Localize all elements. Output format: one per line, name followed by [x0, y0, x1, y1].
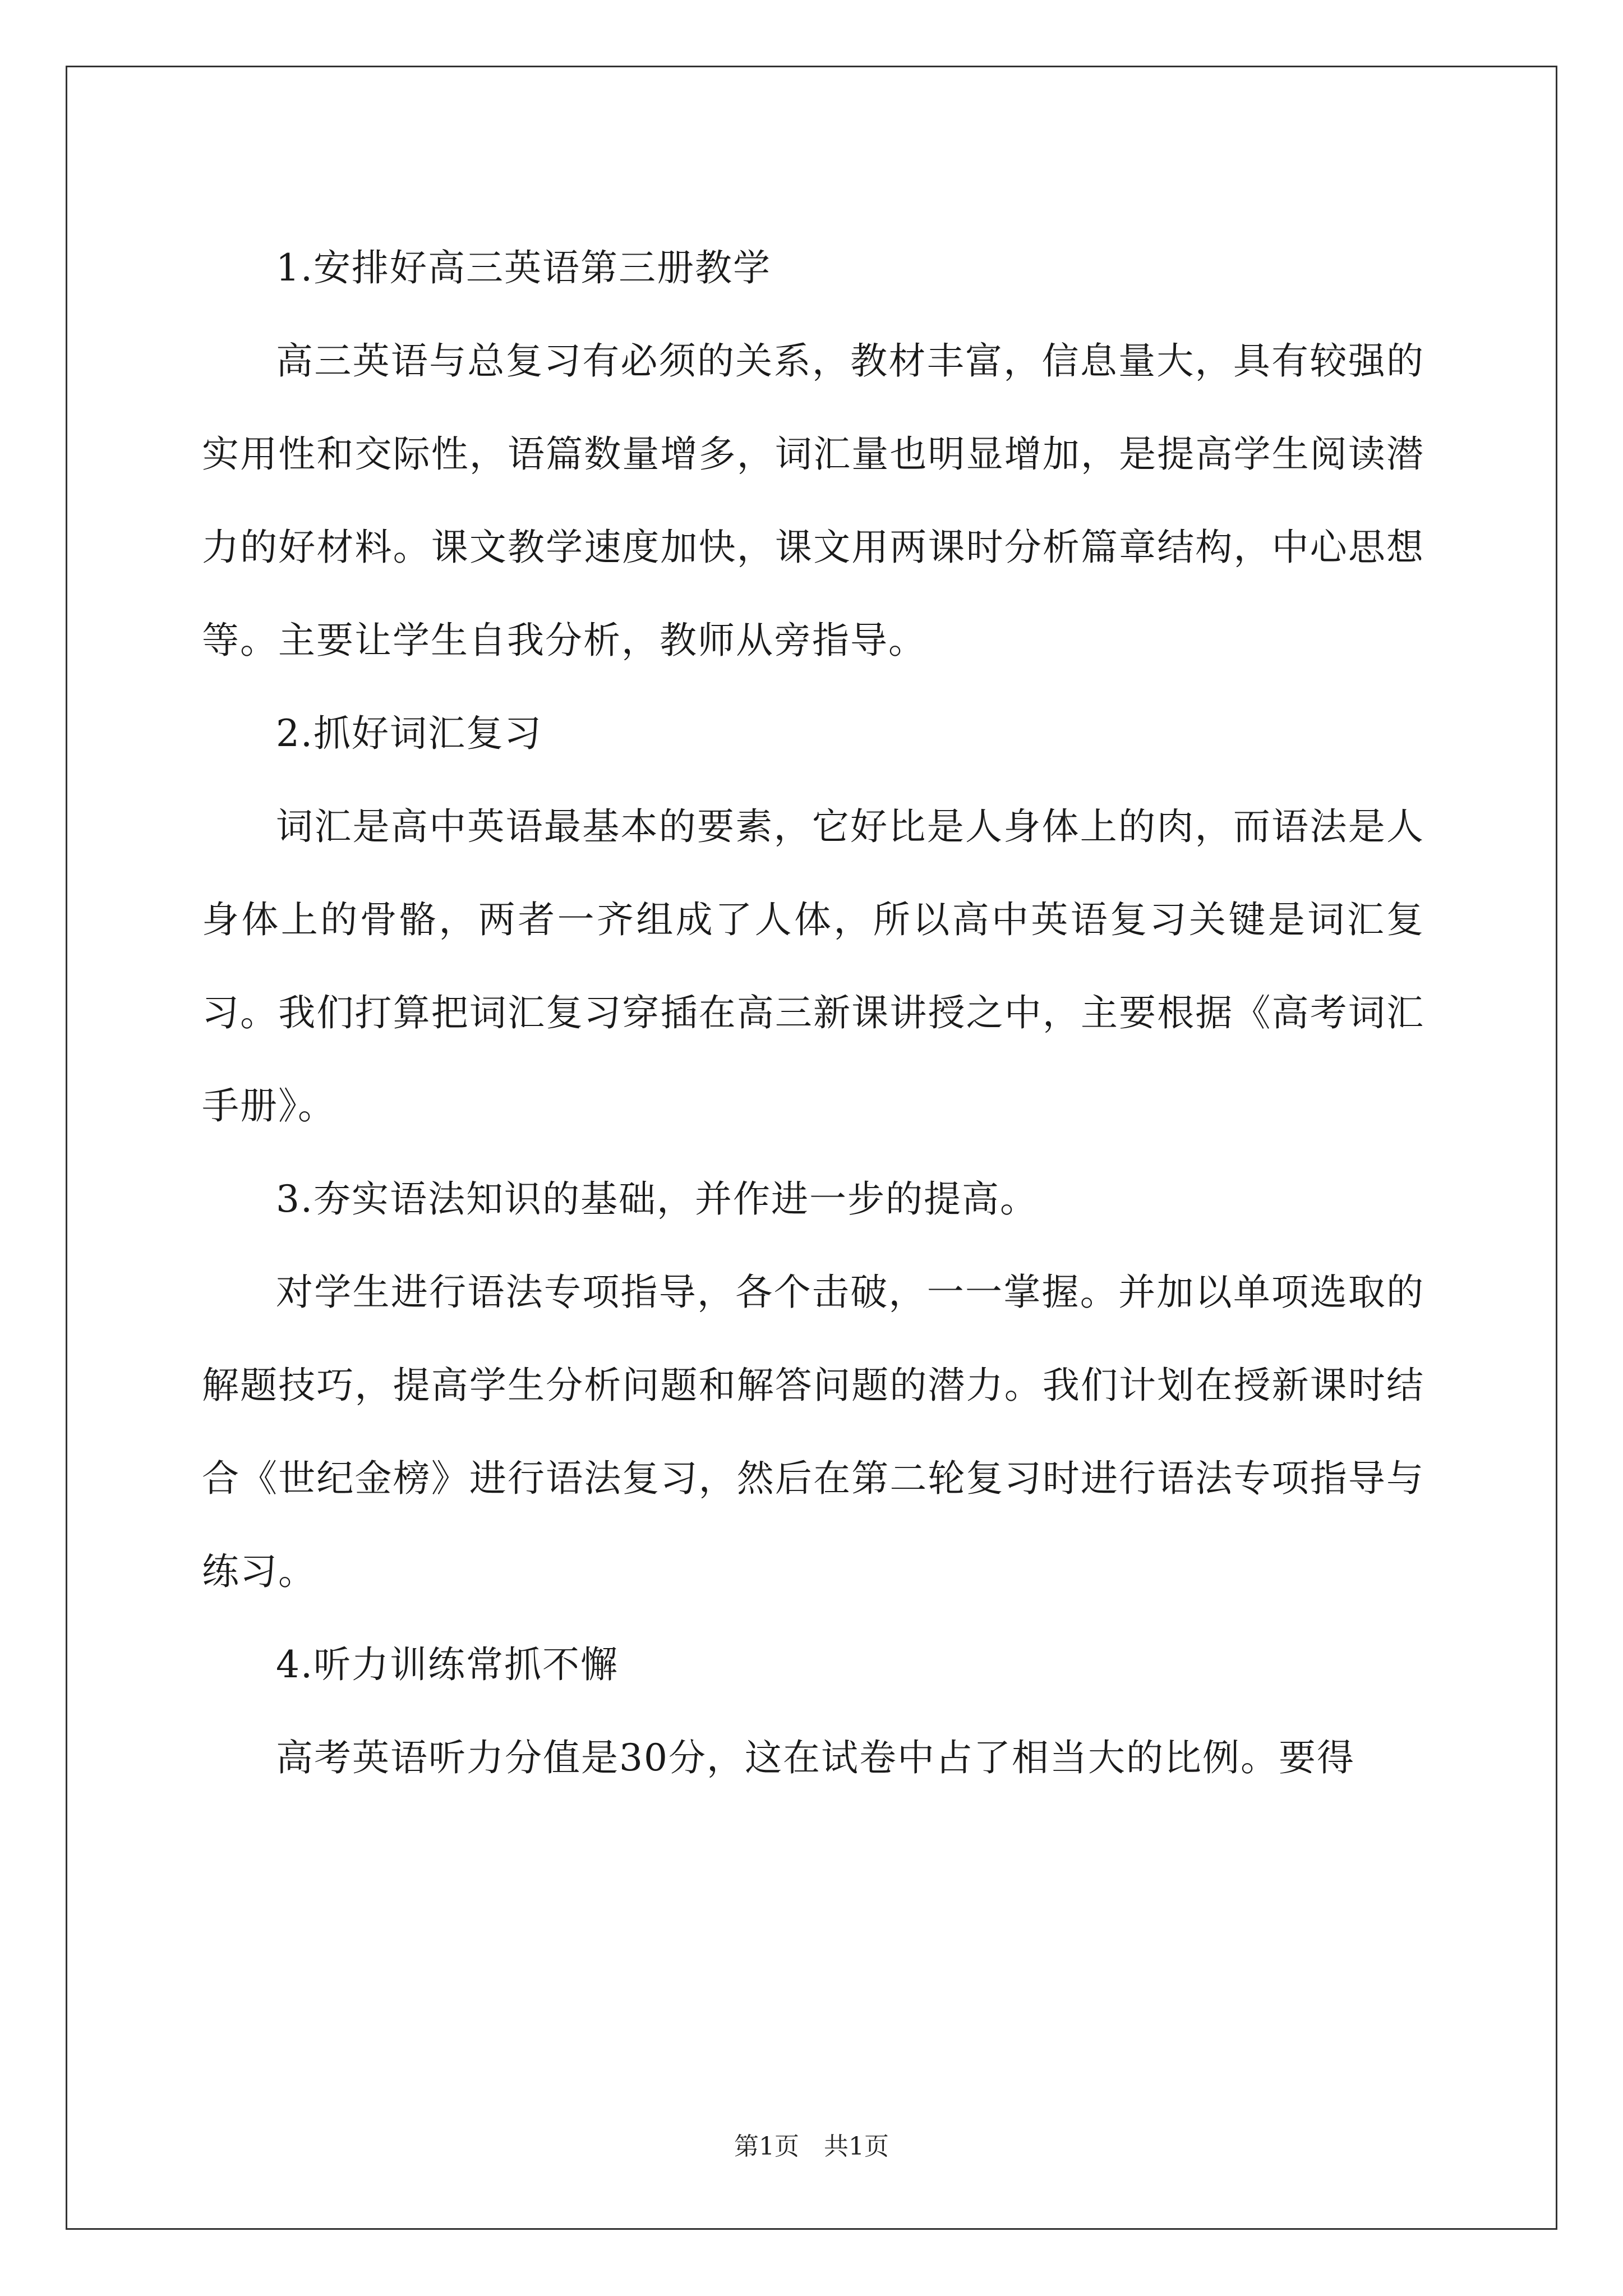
paragraph-4: 高考英语听力分值是30分，这在试卷中占了相当大的比例。要得 [276, 1736, 1355, 1779]
paragraph-2: 词汇是高中英语最基本的要素，它好比是人身体上的肉，而语法是人身体上的骨骼，两者一齐组成了人体，所以高中英语复习关键是词汇复习。我们打算把词汇复习穿插在高三新课讲授之中，主要根据《高考词汇手册》。 [202, 805, 1424, 1128]
section-heading-3: 3.夯实语法知识的基础，并作进一步的提高。 [276, 1177, 1038, 1221]
section-heading-2: 2.抓好词汇复习 [276, 712, 542, 755]
section-heading-4: 4.听力训练常抓不懈 [276, 1643, 619, 1686]
page-footer: 第1页 共1页 [734, 2132, 889, 2161]
paragraph-3: 对学生进行语法专项指导，各个击破，一一掌握。并加以单项选取的解题技巧，提高学生分析问题和解答问题的潜力。我们计划在授新课时结合《世纪金榜》进行语法复习，然后在第二轮复习时进行语法专项指导与练习。 [202, 1271, 1424, 1593]
document-body [202, 222, 1424, 1805]
section-heading-1: 1.安排好高三英语第三册教学 [276, 246, 771, 289]
paragraph-1: 高三英语与总复习有必须的关系，教材丰富，信息量大，具有较强的实用性和交际性，语篇数量增多，词汇量也明显增加，是提高学生阅读潜力的好材料。课文教学速度加快，课文用两课时分析篇章结构，中心思想等。主要让学生自我分析，教师从旁指导。 [202, 339, 1424, 662]
